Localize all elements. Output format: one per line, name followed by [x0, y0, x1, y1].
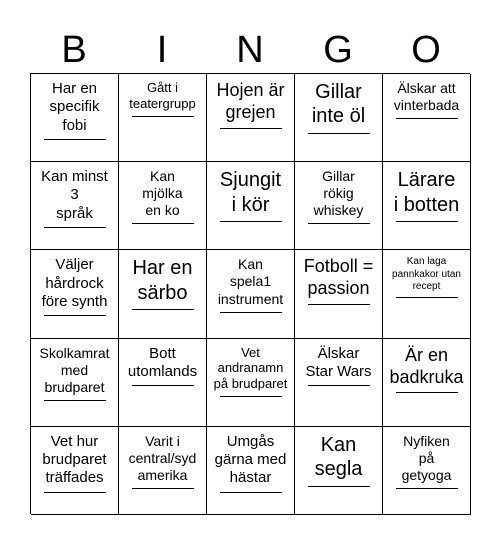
bingo-cell[interactable]: [207, 250, 295, 338]
signature-line: [44, 227, 106, 228]
bingo-cell-text: Umgås gärna med hästar: [214, 432, 287, 487]
bingo-cell-text: Väljer hårdrock före synth: [41, 256, 108, 310]
bingo-cell-text: Lärare i botten: [393, 169, 460, 216]
bingo-cell-text: Älskar att vinterbada: [393, 80, 460, 114]
bingo-cell[interactable]: [383, 339, 471, 427]
bingo-cell-text: Vet hur brudparet träffades: [42, 432, 107, 487]
signature-line: [396, 118, 458, 119]
header-letter-g: G: [323, 29, 353, 71]
bingo-cell-text: Gillar rökig whiskey: [313, 168, 364, 219]
bingo-cell-text: Är en badkruka: [389, 344, 464, 387]
bingo-header: [30, 26, 470, 74]
bingo-cell-text: Varit i central/syd amerika: [128, 432, 197, 483]
bingo-cell-text: Kan spela1 instrument: [217, 256, 284, 307]
signature-line: [308, 385, 370, 386]
bingo-cell[interactable]: [383, 162, 471, 250]
bingo-cell-text: Gillar inte öl: [311, 81, 366, 128]
signature-line: [396, 392, 458, 393]
bingo-cell[interactable]: [207, 162, 295, 250]
signature-line: [132, 488, 194, 489]
signature-line: [44, 315, 106, 316]
signature-line: [220, 396, 282, 397]
bingo-cell[interactable]: [295, 74, 383, 162]
bingo-cell-text: Kan minst 3 språk: [41, 168, 108, 222]
bingo-cell-text: Har en särbo: [132, 257, 193, 304]
bingo-cell[interactable]: [31, 74, 119, 162]
signature-line: [132, 309, 194, 310]
header-letter-o: O: [411, 29, 441, 71]
signature-line: [220, 128, 282, 129]
bingo-cell-text: Kan mjölka en ko: [142, 168, 183, 219]
bingo-cell-text: Nyfiken på getyoga: [401, 432, 452, 483]
signature-line: [44, 400, 106, 401]
signature-line: [308, 133, 370, 134]
bingo-cell-text: Fotboll = passion: [303, 256, 374, 299]
bingo-cell-text: Älskar Star Wars: [305, 344, 372, 380]
bingo-cell[interactable]: [295, 162, 383, 250]
signature-line: [220, 492, 282, 493]
signature-line: [44, 139, 106, 140]
bingo-cell[interactable]: [207, 74, 295, 162]
bingo-cell[interactable]: [207, 339, 295, 427]
bingo-cell[interactable]: [31, 250, 119, 338]
bingo-cell[interactable]: [31, 427, 119, 515]
bingo-cell-text: Vet andranamn på brudparet: [213, 344, 288, 392]
signature-line: [396, 297, 458, 298]
bingo-cell[interactable]: [31, 162, 119, 250]
bingo-cell-text: Kan laga pannkakor utan recept: [392, 256, 461, 292]
signature-line: [44, 492, 106, 493]
bingo-cell[interactable]: [207, 427, 295, 515]
header-letter-i: I: [156, 29, 168, 71]
signature-line: [396, 221, 458, 222]
bingo-cell-text: Kan segla: [314, 433, 363, 481]
signature-line: [308, 304, 370, 305]
bingo-cell[interactable]: [119, 250, 207, 338]
bingo-cell[interactable]: [383, 250, 471, 338]
signature-line: [308, 223, 370, 224]
bingo-cell-text: Har en specifik fobi: [49, 80, 100, 134]
bingo-cell[interactable]: [119, 162, 207, 250]
bingo-cell[interactable]: [295, 427, 383, 515]
signature-line: [308, 486, 370, 487]
bingo-cell-text: Gått i teatergrupp: [129, 80, 196, 111]
signature-line: [220, 312, 282, 313]
bingo-cell[interactable]: [383, 74, 471, 162]
signature-line: [220, 221, 282, 222]
bingo-cell[interactable]: [383, 427, 471, 515]
signature-line: [132, 116, 194, 117]
bingo-cell-text: Bott utomlands: [127, 344, 198, 380]
signature-line: [396, 488, 458, 489]
bingo-cell-text: Sjungit i kör: [219, 169, 282, 216]
bingo-cell-text: Hojen är grejen: [216, 80, 285, 122]
header-letter-n: N: [236, 29, 264, 71]
bingo-cell[interactable]: [31, 339, 119, 427]
bingo-cell[interactable]: [295, 339, 383, 427]
bingo-cell[interactable]: [295, 250, 383, 338]
bingo-cell[interactable]: [119, 339, 207, 427]
header-letter-b: B: [61, 29, 87, 71]
signature-line: [132, 223, 194, 224]
bingo-grid: [30, 73, 470, 514]
bingo-cell-text: Skolkamrat med brudparet: [39, 344, 110, 395]
bingo-cell[interactable]: [119, 74, 207, 162]
bingo-cell[interactable]: [119, 427, 207, 515]
signature-line: [132, 385, 194, 386]
